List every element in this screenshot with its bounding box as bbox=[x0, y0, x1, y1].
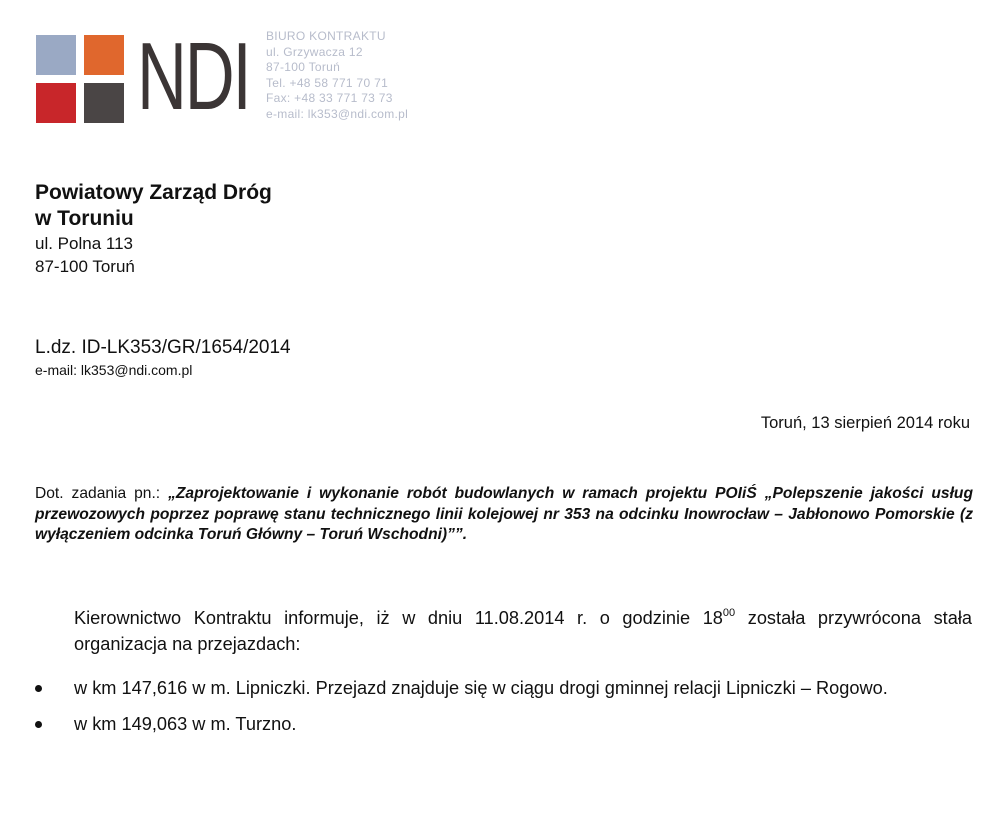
reference-block bbox=[35, 336, 291, 380]
recipient-street: ul. Polna 113 bbox=[35, 234, 133, 253]
body-paragraph bbox=[74, 605, 972, 657]
list-item-text: w km 147,616 w m. Lipniczki. Przejazd znajduje się w ciągu drogi gminnej relacji Lipniczki – Rogowo. bbox=[74, 678, 888, 698]
reference-number: L.dz. ID-LK353/GR/1654/2014 bbox=[35, 337, 291, 358]
list-item bbox=[35, 675, 972, 701]
logo-square-dark bbox=[84, 83, 124, 123]
contact-office: BIURO KONTRAKTU bbox=[266, 29, 386, 43]
list-item bbox=[35, 711, 972, 737]
crossings-list bbox=[35, 675, 972, 747]
contact-street: ul. Grzywacza 12 bbox=[266, 44, 363, 59]
subject-paragraph bbox=[35, 484, 973, 546]
logo-text: NDI bbox=[137, 23, 250, 130]
logo-square-red bbox=[36, 83, 76, 123]
subject-label: Dot. zadania pn.: bbox=[35, 485, 169, 502]
ndi-logo bbox=[36, 23, 250, 130]
body-text-before: Kierownictwo Kontraktu informuje, iż w dniu 11.08.2014 r. o godzinie 18 bbox=[74, 608, 723, 628]
bullet-icon bbox=[35, 685, 42, 692]
logo-square-orange bbox=[84, 35, 124, 75]
contact-block bbox=[266, 29, 408, 122]
letter-date: Toruń, 13 sierpień 2014 roku bbox=[760, 414, 970, 432]
body-text-after: została przywrócona stała organizacja na przejazdach: bbox=[74, 608, 972, 654]
list-item-text: w km 149,063 w m. Turzno. bbox=[74, 714, 297, 734]
recipient-name-line2: w Toruniu bbox=[35, 207, 134, 230]
recipient-name-line1: Powiatowy Zarząd Dróg bbox=[35, 181, 272, 204]
contact-city: 87-100 Toruń bbox=[266, 60, 341, 74]
recipient-block bbox=[35, 180, 272, 278]
contact-email: e-mail: lk353@ndi.com.pl bbox=[266, 106, 409, 121]
logo-square-blue bbox=[36, 35, 76, 75]
subject-title: „Zaprojektowanie i wykonanie robót budowlanych w ramach projektu POIiŚ „Polepszenie jakości usług przewozowych poprzez poprawę stanu technicznego linii kolejowej nr 353 na odcinku Inowrocław – Jabłonowo Pomorskie (z wyłączeniem odcinka Toruń Główny – Toruń Wschodni)””. bbox=[35, 485, 973, 543]
bullet-icon bbox=[35, 721, 42, 728]
reference-email: e-mail: lk353@ndi.com.pl bbox=[35, 362, 193, 378]
contact-phone: Tel. +48 58 771 70 71 bbox=[266, 75, 389, 90]
contact-fax: Fax: +48 33 771 73 73 bbox=[266, 91, 393, 105]
body-time-superscript: 00 bbox=[722, 607, 736, 619]
recipient-city: 87-100 Toruń bbox=[35, 257, 135, 276]
